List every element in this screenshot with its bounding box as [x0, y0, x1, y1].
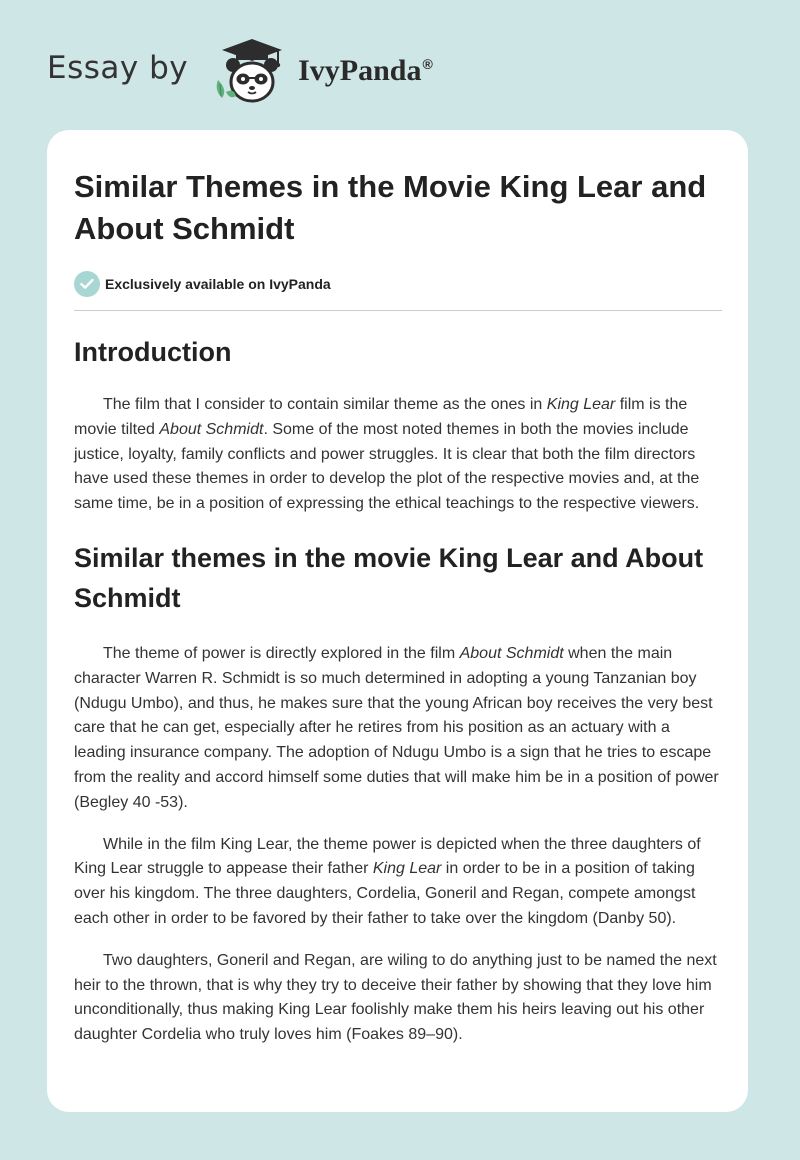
check-circle-icon: [74, 271, 100, 297]
exclusive-label: Exclusively available on IvyPanda: [105, 276, 331, 292]
section-heading-similar-themes: Similar themes in the movie King Lear and About Schmidt: [74, 542, 704, 613]
panda-logo-icon: [204, 34, 296, 106]
paragraph: Two daughters, Goneril and Regan, are wiling to do anything just to be named the next heir to the thrown, that is why they try to deceive their father by showing that they love him unconditionally, thus making King Lear foolishly make them his heirs leaving out his other daughter Cordelia who truly loves him (Foakes 89–90).: [74, 951, 717, 1044]
essay-card: [47, 130, 748, 1112]
paragraph: While in the film King Lear, the theme power is depicted when the three daughters of King Lear struggle to appease their father King Lear in order to be in a position of taking over his kingdom. The three daughters, Cordelia, Goneril and Regan, compete amongst each other in order to be favored by their father to take over the kingdom (Danby 50).: [74, 835, 701, 927]
paragraph: The film that I consider to contain similar theme as the ones in King Lear film is the movie tilted About Schmidt. Some of the most noted themes in both the movies include justice, loyalty, family conflicts and power struggles. It is clear that both the film directors have used these themes in order to develop the plot of the respective movies and, at the same time, be in a position of expressing the ethical teachings to the respective viewers.: [74, 396, 700, 513]
italic-title: About Schmidt: [459, 644, 564, 662]
italic-title: King Lear: [372, 860, 442, 878]
section-heading-introduction: Introduction: [74, 337, 232, 367]
essay-title: Similar Themes in the Movie King Lear and About Schmidt: [74, 169, 707, 246]
italic-title: King Lear: [546, 396, 616, 413]
exclusive-badge: [74, 270, 722, 298]
brand-name: IvyPanda®: [298, 54, 433, 87]
divider: [74, 310, 722, 311]
brand-prefix: Essay by: [47, 50, 189, 86]
paragraph: The theme of power is directly explored in the film About Schmidt when the main character Warren R. Schmidt is so much determined in adopting a young Tanzanian boy (Ndugu Umbo), and thus, he makes sure that the young African boy receives the very best care that he can get, especially after he retires from his position as an actuary with a leading insurance company. The adoption of Ndugu Umbo is a sign that he tries to escape from the reality and accord himself some duties that will make him be in a position of power (Begley 40 -53).: [74, 644, 719, 811]
brand-header: [47, 34, 433, 106]
italic-title: About Schmidt: [159, 420, 264, 438]
